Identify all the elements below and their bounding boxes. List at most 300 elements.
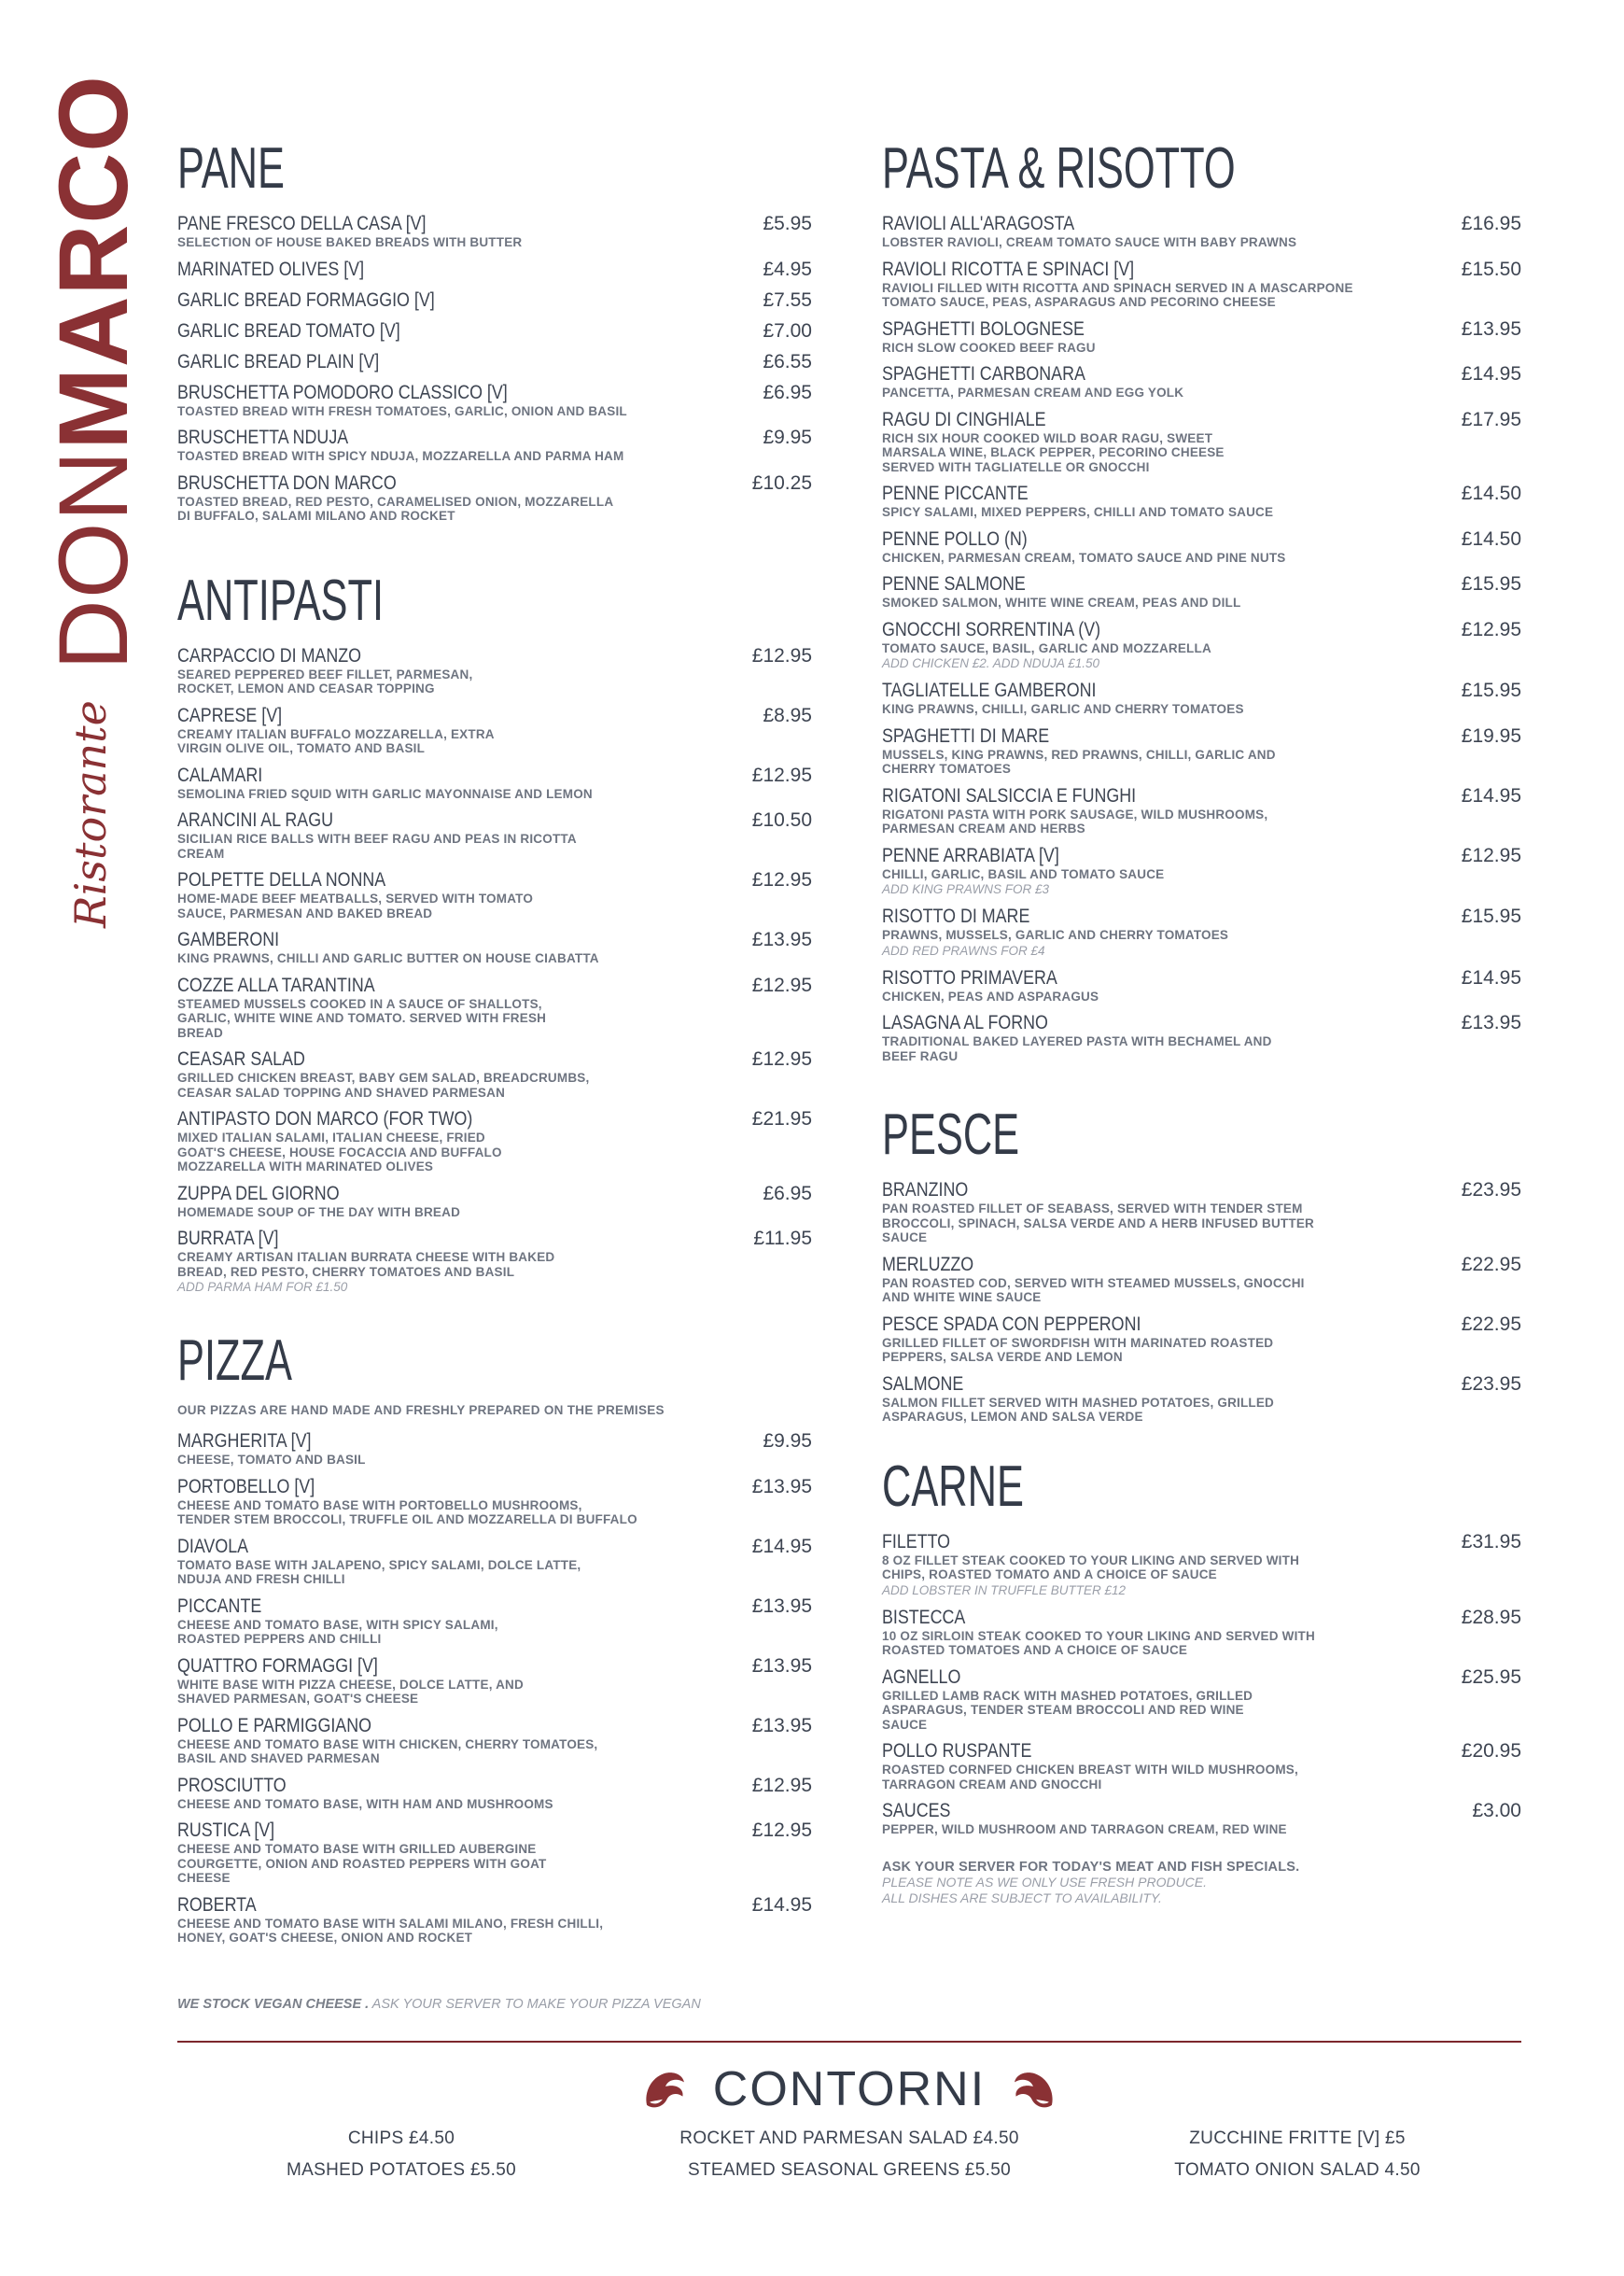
section-title: PESCE [882, 1103, 1020, 1167]
item-name: PENNE SALMONE [882, 573, 1026, 595]
item-name: RAVIOLI ALL'ARAGOSTA [882, 213, 1075, 234]
menu-item [882, 409, 1521, 475]
item-description-line: ROCKET, LEMON AND CEASAR TOPPING [177, 681, 435, 695]
item-description-line: TENDER STEM BROCCOLI, TRUFFLE OIL AND MOZZARELLA DI BUFFALO [177, 1512, 637, 1526]
item-price: £28.95 [1461, 1606, 1521, 1628]
menu-item-header [882, 483, 1521, 505]
item-note: ADD KING PRAWNS FOR £3 [882, 882, 1050, 896]
item-name: LASAGNA AL FORNO [882, 1012, 1048, 1033]
item-name: ZUPPA DEL GIORNO [177, 1182, 340, 1204]
menu-item-header [177, 1228, 812, 1250]
menu-item [177, 382, 812, 419]
item-description-line: PARMESAN CREAM AND HERBS [882, 822, 1085, 836]
item-description-line: CHEESE AND TOMATO BASE WITH GRILLED AUBERGINE [177, 1842, 537, 1856]
item-name: TAGLIATELLE GAMBERONI [882, 680, 1097, 701]
item-price: £13.95 [751, 929, 812, 950]
floral-flourish-left-icon [642, 2068, 689, 2111]
item-price: £25.95 [1461, 1665, 1521, 1688]
menu-item [177, 1819, 812, 1886]
menu-item [177, 1108, 812, 1174]
item-price: £13.95 [751, 1654, 812, 1677]
vegan-cheese-footnote-bold: WE STOCK VEGAN CHEESE . [177, 1996, 370, 2012]
item-name: RIGATONI SALSICCIA E FUNGHI [882, 784, 1137, 807]
item-description-line: SMOKED SALMON, WHITE WINE CREAM, PEAS AND DILL [882, 596, 1241, 610]
item-price: £9.95 [763, 1430, 812, 1452]
item-name: AGNELLO [882, 1665, 961, 1688]
item-description-line: CEASAR SALAD TOPPING AND SHAVED PARMESAN [177, 1085, 506, 1100]
item-price: £31.95 [1461, 1530, 1521, 1552]
menu-item [882, 483, 1521, 520]
menu-item-header [882, 318, 1521, 341]
item-name: ARANCINI AL RAGU [177, 809, 333, 831]
item-description-line: SAUCE [882, 1717, 928, 1732]
menu-item-header [177, 1595, 812, 1618]
item-description-line: SHAVED PARMESAN, GOAT'S CHEESE [177, 1692, 419, 1706]
menu-item [177, 1775, 812, 1812]
item-description-line: TOMATO BASE WITH JALAPENO, SPICY SALAMI, DOLCE LATTE, [177, 1557, 581, 1572]
item-description-line: TOASTED BREAD, RED PESTO, CARAMELISED ONION, MOZZARELLA [177, 494, 614, 509]
menu-item [177, 1655, 812, 1707]
item-description-line: NDUJA AND FRESH CHILLI [177, 1572, 345, 1586]
item-name: BRUSCHETTA DON MARCO [177, 471, 397, 494]
item-description-line: SALMON FILLET SERVED WITH MASHED POTATOES, GRILLED [882, 1395, 1275, 1410]
menu-item [882, 1740, 1521, 1791]
menu-item [177, 1183, 812, 1220]
section-pasta-risotto [882, 136, 1521, 1063]
menu-item-header [177, 1108, 812, 1131]
menu-item [177, 289, 812, 312]
menu-item [882, 1800, 1521, 1837]
menu-item-header [882, 725, 1521, 748]
item-description-line: RICH SLOW COOKED BEEF RAGU [882, 340, 1096, 355]
menu-item-header [882, 1254, 1521, 1276]
item-name: RAVIOLI RICOTTA E SPINACI [V] [882, 258, 1135, 280]
menu-item [177, 1595, 812, 1647]
item-description-line: TARRAGON CREAM AND GNOCCHI [882, 1777, 1102, 1791]
item-description-line: 10 OZ SIRLOIN STEAK COOKED TO YOUR LIKING AND SERVED WITH [882, 1628, 1315, 1643]
item-price: £12.95 [751, 869, 812, 891]
item-description-line: PRAWNS, MUSSELS, GARLIC AND CHERRY TOMATOES [882, 928, 1229, 942]
item-name: BISTECCA [882, 1606, 966, 1628]
item-description-line: CREAMY ITALIAN BUFFALO MOZZARELLA, EXTRA [177, 726, 495, 741]
item-name: ROBERTA [177, 1893, 257, 1916]
item-price: £8.95 [763, 704, 812, 726]
menu-item-header [882, 573, 1521, 596]
menu-item-header [177, 975, 812, 997]
item-description-line: TOMATO SAUCE, BASIL, GARLIC AND MOZZARELLA [882, 640, 1211, 655]
menu-item-header [177, 427, 812, 449]
contorni-item: MASHED POTATOES £5.50 [287, 2160, 516, 2180]
section-title: PASTA & RISOTTO [882, 136, 1236, 201]
item-description-line: COURGETTE, ONION AND ROASTED PEPPERS WITH GOAT [177, 1856, 547, 1871]
item-description-line: ASPARAGUS, LEMON AND SALSA VERDE [882, 1410, 1143, 1424]
contorni-item: CHIPS £4.50 [347, 2128, 455, 2148]
item-price: £11.95 [753, 1228, 812, 1249]
menu-item [882, 1314, 1521, 1365]
item-price: £22.95 [1461, 1313, 1521, 1335]
item-name: POLPETTE DELLA NONNA [177, 869, 386, 891]
section-title: ANTIPASTI [177, 568, 385, 633]
item-description-line: GARLIC, WHITE WINE AND TOMATO. SERVED WITH FRESH [177, 1011, 547, 1025]
menu-item-header [177, 645, 812, 667]
contorni-title: CONTORNI [712, 2062, 987, 2116]
menu-item-header [882, 409, 1521, 431]
item-description-line: TOMATO SAUCE, PEAS, ASPARAGUS AND PECORINO CHEESE [882, 295, 1276, 309]
section-intro: OUR PIZZAS ARE HAND MADE AND FRESHLY PREPARED ON THE PREMISES [177, 1403, 665, 1417]
item-price: £20.95 [1461, 1740, 1521, 1762]
contorni-item: TOMATO ONION SALAD 4.50 [1174, 2160, 1421, 2180]
section-title: PANE [177, 136, 285, 201]
item-price: £13.95 [751, 1475, 812, 1497]
item-price: £4.95 [763, 258, 812, 280]
menu-item-header [177, 213, 812, 235]
specials-note-bold: ASK YOUR SERVER FOR TODAY'S MEAT AND FISH SPECIALS. [882, 1859, 1300, 1875]
item-description-line: HOMEMADE SOUP OF THE DAY WITH BREAD [177, 1204, 461, 1219]
menu-item-header [882, 363, 1521, 386]
item-price: £13.95 [751, 1595, 812, 1617]
item-description-line: PEPPER, WILD MUSHROOM AND TARRAGON CREAM, RED WINE [882, 1822, 1287, 1836]
item-description-line: CHERRY TOMATOES [882, 762, 1012, 776]
item-name: BURRATA [V] [177, 1228, 279, 1249]
item-description-line: WHITE BASE WITH PIZZA CHEESE, DOLCE LATTE, AND [177, 1677, 524, 1692]
item-description-line: HONEY, GOAT'S CHEESE, ONION AND ROCKET [177, 1931, 473, 1945]
item-name: PORTOBELLO [V] [177, 1475, 315, 1497]
item-price: £12.95 [751, 1819, 812, 1841]
item-description-line: CHEESE AND TOMATO BASE WITH SALAMI MILANO, FRESH CHILLI, [177, 1916, 604, 1931]
item-note: ADD RED PRAWNS FOR £4 [882, 943, 1045, 958]
item-description-line: AND WHITE WINE SAUCE [882, 1290, 1042, 1304]
item-price: £19.95 [1461, 724, 1521, 747]
item-description-line: RAVIOLI FILLED WITH RICOTTA AND SPINACH SERVED IN A MASCARPONE [882, 280, 1353, 295]
item-name: BRANZINO [882, 1179, 969, 1201]
item-description-line: BREAD [177, 1025, 224, 1040]
menu-item [177, 259, 812, 281]
item-name: MERLUZZO [882, 1253, 974, 1275]
item-name: CALAMARI [177, 764, 263, 786]
item-name: MARINATED OLIVES [V] [177, 258, 365, 280]
item-description-line: TOASTED BREAD WITH SPICY NDUJA, MOZZARELLA AND PARMA HAM [177, 449, 624, 463]
menu-item [882, 845, 1521, 898]
item-price: £12.95 [751, 1048, 812, 1070]
item-description-line: 8 OZ FILLET STEAK COOKED TO YOUR LIKING AND SERVED WITH [882, 1552, 1300, 1567]
menu-item [177, 765, 812, 802]
menu-item-header [177, 1048, 812, 1071]
item-name: RISOTTO PRIMAVERA [882, 966, 1057, 989]
menu-column-right [882, 136, 1521, 1906]
item-description-line: BASIL AND SHAVED PARMESAN [177, 1751, 380, 1765]
menu-item [177, 705, 812, 756]
item-description-line: TOASTED BREAD WITH FRESH TOMATOES, GARLIC, ONION AND BASIL [177, 403, 627, 418]
item-name: PANE FRESCO DELLA CASA [V] [177, 213, 427, 234]
item-description-line: KING PRAWNS, CHILLI, GARLIC AND CHERRY TOMATOES [882, 702, 1244, 716]
item-name: RUSTICA [V] [177, 1819, 275, 1841]
item-description-line: TRADITIONAL BAKED LAYERED PASTA WITH BECHAMEL AND [882, 1034, 1272, 1048]
item-price: £12.95 [751, 974, 812, 996]
brand-wordmark-don: DON [39, 449, 148, 670]
floral-flourish-right-icon [1010, 2068, 1057, 2111]
item-price: £14.95 [751, 1535, 812, 1557]
item-description-line: MUSSELS, KING PRAWNS, RED PRAWNS, CHILLI, GARLIC AND [882, 747, 1276, 762]
menu-item [882, 1531, 1521, 1598]
item-description-line: SAUCE, PARMESAN AND BAKED BREAD [177, 906, 433, 920]
item-price: £15.95 [1461, 573, 1521, 595]
menu-item-header [882, 1314, 1521, 1336]
menu-item [882, 318, 1521, 356]
menu-item-header [177, 320, 812, 343]
item-name: GNOCCHI SORRENTINA (V) [882, 618, 1101, 640]
menu-item-header [882, 906, 1521, 928]
item-name: POLLO E PARMIGGIANO [177, 1714, 371, 1736]
item-description-line: ROASTED TOMATOES AND A CHOICE OF SAUCE [882, 1643, 1188, 1657]
item-description-line: GOAT'S CHEESE, HOUSE FOCACCIA AND BUFFALO [177, 1145, 502, 1159]
item-name: CARPACCIO DI MANZO [177, 644, 362, 667]
item-price: £12.95 [1461, 618, 1521, 640]
contorni-item: ZUCCHINE FRITTE [V] £5 [1189, 2128, 1406, 2148]
menu-item-header [882, 1740, 1521, 1763]
menu-item-header [882, 785, 1521, 808]
menu-item-header [882, 967, 1521, 990]
menu-item-header [177, 289, 812, 312]
item-price: £14.95 [1461, 784, 1521, 807]
menu-item [177, 351, 812, 373]
item-name: MARGHERITA [V] [177, 1430, 312, 1452]
menu-item [177, 1536, 812, 1587]
contorni-row [177, 2128, 1521, 2149]
item-name: SALMONE [882, 1372, 964, 1395]
menu-item-header [177, 1819, 812, 1842]
menu-item-header [177, 382, 812, 404]
item-description-line: LOBSTER RAVIOLI, CREAM TOMATO SAUCE WITH BABY PRAWNS [882, 235, 1297, 249]
contorni-header [177, 2062, 1521, 2116]
item-name: QUATTRO FORMAGGI [V] [177, 1654, 378, 1677]
item-description-line: SERVED WITH TAGLIATELLE OR GNOCCHI [882, 459, 1150, 474]
specials-note-italic-line: ALL DISHES ARE SUBJECT TO AVAILABILITY. [882, 1890, 1162, 1905]
contorni-item: STEAMED SEASONAL GREENS £5.50 [688, 2160, 1011, 2180]
item-description-line: CREAMY ARTISAN ITALIAN BURRATA CHEESE WITH BAKED [177, 1250, 555, 1264]
item-price: £13.95 [751, 1714, 812, 1736]
item-description-line: CHEESE AND TOMATO BASE, WITH HAM AND MUSHROOMS [177, 1796, 553, 1811]
item-description-line: PAN ROASTED COD, SERVED WITH STEAMED MUSSELS, GNOCCHI [882, 1275, 1305, 1290]
item-description-line: DI BUFFALO, SALAMI MILANO AND ROCKET [177, 509, 455, 523]
item-description-line: MOZZARELLA WITH MARINATED OLIVES [177, 1159, 434, 1173]
item-price: £14.95 [1461, 966, 1521, 989]
item-description-line: PANCETTA, PARMESAN CREAM AND EGG YOLK [882, 386, 1184, 400]
item-description-line: CHIPS, ROASTED TOMATO AND A CHOICE OF SAUCE [882, 1567, 1217, 1581]
brand-wordmark [39, 75, 148, 670]
contorni-item: ROCKET AND PARMESAN SALAD £4.50 [679, 2128, 1019, 2148]
menu-item [882, 619, 1521, 672]
menu-item-header [177, 705, 812, 727]
menu-item [882, 213, 1521, 250]
item-price: £5.95 [763, 213, 812, 234]
section-carne [882, 1454, 1521, 1837]
menu-item [177, 929, 812, 966]
item-price: £21.95 [751, 1108, 812, 1130]
menu-item [882, 573, 1521, 611]
menu-item [177, 975, 812, 1041]
item-description-line: CHEESE [177, 1871, 231, 1885]
menu-item [177, 1228, 812, 1295]
menu-item [882, 906, 1521, 959]
menu-item [882, 259, 1521, 310]
menu-item-header [882, 1373, 1521, 1396]
menu-item [882, 785, 1521, 836]
menu-item-header [882, 259, 1521, 281]
menu-item [882, 1254, 1521, 1305]
item-price: £7.55 [763, 288, 812, 311]
section-antipasti [177, 568, 812, 1296]
menu-item-header [177, 809, 812, 832]
menu-item [177, 1476, 812, 1527]
item-description-line: SEMOLINA FRIED SQUID WITH GARLIC MAYONNAISE AND LEMON [177, 786, 593, 801]
menu-column-left [177, 136, 812, 2012]
menu-item [882, 1607, 1521, 1658]
vegan-cheese-footnote-italic: ASK YOUR SERVER TO MAKE YOUR PIZZA VEGAN [369, 1996, 701, 2012]
menu-item-header [177, 1430, 812, 1453]
item-description-line: ROASTED CORNFED CHICKEN BREAST WITH WILD MUSHROOMS, [882, 1763, 1298, 1777]
item-name: ANTIPASTO DON MARCO (FOR TWO) [177, 1108, 473, 1130]
item-description-line: SELECTION OF HOUSE BAKED BREADS WITH BUTTER [177, 235, 523, 249]
item-description-line: ROASTED PEPPERS AND CHILLI [177, 1632, 382, 1646]
menu-item [177, 320, 812, 343]
item-name: GARLIC BREAD TOMATO [V] [177, 319, 400, 342]
item-name: RISOTTO DI MARE [882, 906, 1030, 927]
item-description-line: CHICKEN, PARMESAN CREAM, TOMATO SAUCE AND PINE NUTS [882, 550, 1286, 565]
item-description-line: SEARED PEPPERED BEEF FILLET, PARMESAN, [177, 667, 473, 681]
menu-item-header [882, 1666, 1521, 1689]
menu-item-header [177, 472, 812, 495]
item-price: £7.00 [763, 319, 812, 342]
item-description-line: KING PRAWNS, CHILLI AND GARLIC BUTTER ON HOUSE CIABATTA [177, 951, 599, 965]
item-description-line: ASPARAGUS, TENDER STEAM BROCCOLI AND RED WINE [882, 1703, 1244, 1717]
item-price: £13.95 [1461, 1012, 1521, 1033]
menu-item-header [177, 1536, 812, 1558]
menu-item [882, 1373, 1521, 1425]
item-note: ADD PARMA HAM FOR £1.50 [177, 1280, 348, 1294]
item-price: £12.95 [751, 644, 812, 667]
item-price: £14.95 [1461, 363, 1521, 385]
menu-item-header [177, 1476, 812, 1498]
item-description-line: MARSALA WINE, BLACK PEPPER, PECORINO CHEESE [882, 445, 1225, 459]
item-name: DIAVOLA [177, 1535, 249, 1557]
item-description-line: BROCCOLI, SPINACH, SALSA VERDE AND A HERB INFUSED BUTTER [882, 1215, 1314, 1230]
item-price: £13.95 [1461, 317, 1521, 340]
item-description-line: CHEESE AND TOMATO BASE WITH CHICKEN, CHERRY TOMATOES, [177, 1736, 598, 1751]
item-name: CEASAR SALAD [177, 1048, 305, 1070]
item-price: £16.95 [1461, 213, 1521, 234]
section-pesce [882, 1103, 1521, 1425]
menu-item [882, 725, 1521, 777]
brand-wordmark-marco: MARCO [39, 75, 148, 450]
menu-item [177, 1430, 812, 1468]
menu-item-header [882, 619, 1521, 641]
item-price: £14.50 [1461, 483, 1521, 504]
menu-item-header [177, 869, 812, 892]
menu-item-header [882, 1531, 1521, 1553]
item-description-line: CHEESE AND TOMATO BASE WITH PORTOBELLO MUSHROOMS, [177, 1497, 582, 1512]
vegan-cheese-footnote [177, 1997, 812, 2012]
menu-item [882, 1012, 1521, 1063]
divider-line [177, 2041, 1521, 2043]
item-price: £3.00 [1472, 1800, 1521, 1821]
item-description-line: SAUCE [882, 1230, 928, 1244]
item-name: SAUCES [882, 1800, 951, 1821]
item-price: £10.25 [751, 471, 812, 494]
item-description-line: SICILIAN RICE BALLS WITH BEEF RAGU AND PEAS IN RICOTTA [177, 832, 577, 846]
menu-columns [177, 136, 1521, 2012]
menu-item-header [177, 765, 812, 787]
contorni-section [177, 2041, 1521, 2192]
item-price: £12.95 [751, 764, 812, 786]
menu-item-header [177, 259, 812, 281]
item-price: £6.95 [763, 381, 812, 403]
menu-item-header [177, 1894, 812, 1917]
item-name: RAGU DI CINGHIALE [882, 408, 1046, 430]
item-name: BRUSCHETTA POMODORO CLASSICO [V] [177, 381, 508, 403]
item-price: £6.55 [763, 350, 812, 372]
section-title: CARNE [882, 1454, 1024, 1519]
item-description-line: SPICY SALAMI, MIXED PEPPERS, CHILLI AND TOMATO SAUCE [882, 505, 1274, 519]
menu-item-header [177, 929, 812, 951]
menu-item [177, 472, 812, 524]
menu-item-header [177, 1655, 812, 1678]
menu-item [882, 680, 1521, 717]
item-price: £23.95 [1461, 1179, 1521, 1201]
menu-item [177, 1048, 812, 1100]
item-name: GARLIC BREAD FORMAGGIO [V] [177, 288, 435, 311]
contorni-row [177, 2160, 1521, 2181]
item-name: PROSCIUTTO [177, 1774, 287, 1796]
item-price: £23.95 [1461, 1372, 1521, 1395]
item-description-line: VIRGIN OLIVE OIL, TOMATO AND BASIL [177, 741, 426, 755]
item-name: POLLO RUSPANTE [882, 1740, 1032, 1762]
menu-item-header [882, 1800, 1521, 1822]
item-description-line: CREAM [177, 846, 225, 861]
menu-item [882, 528, 1521, 566]
item-description-line: PEPPERS, SALSA VERDE AND LEMON [882, 1350, 1123, 1364]
item-price: £14.50 [1461, 527, 1521, 550]
item-name: SPAGHETTI DI MARE [882, 724, 1050, 747]
item-description-line: BREAD, RED PESTO, CHERRY TOMATOES AND BASIL [177, 1264, 515, 1279]
item-name: GARLIC BREAD PLAIN [V] [177, 350, 380, 372]
item-name: PESCE SPADA CON PEPPERONI [882, 1313, 1141, 1335]
item-price: £10.50 [751, 809, 812, 831]
menu-item-header [882, 528, 1521, 551]
menu-item [177, 1894, 812, 1946]
item-price: £15.95 [1461, 680, 1521, 701]
menu-item [882, 1179, 1521, 1245]
specials-note-italic-line: PLEASE NOTE AS WE ONLY USE FRESH PRODUCE. [882, 1874, 1208, 1890]
item-description-line: MIXED ITALIAN SALAMI, ITALIAN CHEESE, FRIED [177, 1131, 485, 1145]
item-price: £9.95 [763, 427, 812, 448]
item-name: SPAGHETTI BOLOGNESE [882, 317, 1085, 340]
menu-item-header [177, 351, 812, 373]
item-description-line: GRILLED FILLET OF SWORDFISH WITH MARINATED ROASTED [882, 1335, 1274, 1350]
item-price: £15.50 [1461, 258, 1521, 280]
menu-item [177, 809, 812, 861]
menu-item-header [177, 1183, 812, 1205]
item-name: BRUSCHETTA NDUJA [177, 427, 349, 448]
item-name: CAPRESE [V] [177, 704, 283, 726]
menu-item-header [882, 845, 1521, 867]
section-pizza [177, 1328, 812, 1946]
item-price: £12.95 [1461, 844, 1521, 866]
item-name: PENNE PICCANTE [882, 483, 1029, 504]
menu-item-header [882, 213, 1521, 235]
item-name: SPAGHETTI CARBONARA [882, 363, 1085, 385]
specials-note [882, 1860, 1521, 1906]
item-name: PENNE POLLO (N) [882, 527, 1028, 550]
